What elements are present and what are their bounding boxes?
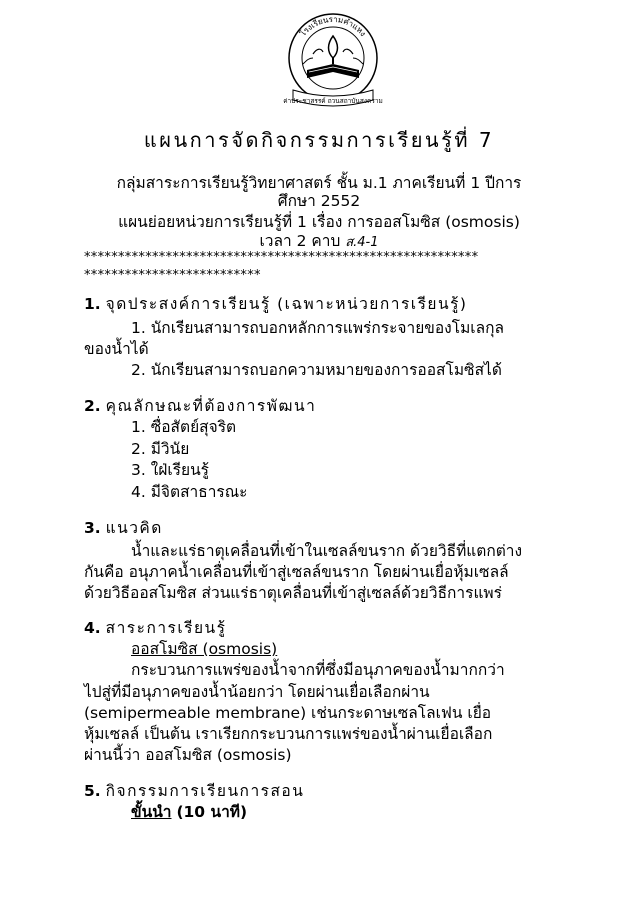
s1-item-2: 2. นักเรียนสามารถบอกความหมายของการออสโมซิสได้ [131,361,502,379]
s4-line-4: หุ้มเซลล์ เป็นต้น เราเรียกกระบวนการแพร่ของน้ำผ่านเยื่อเลือก [84,725,493,743]
section-1-heading [84,291,467,316]
separator-stars-1: ********************************************************** [84,250,479,265]
section-3-title: แนวคิด [105,519,163,537]
s2-item-2: 2. มีวินัย [131,440,190,458]
header-year-line: ศึกษา 2552 [277,192,361,210]
s4-line-3: (semipermeable membrane) เช่นกระดาษเซลโลเฟน เยื่อ [84,704,492,722]
section-5-number: 5. [84,782,101,800]
s3-line-1: น้ำและแร่ธาตุเคลื่อนที่เข้าในเซลล์ขนราก ด้วยวิธีที่แตกต่าง [131,542,523,560]
section-4-number: 4. [84,619,101,637]
header-unit-line: แผนย่อยหน่วยการเรียนรู้ที่ 1 เรื่อง การออสโมซิส (osmosis) [118,213,520,231]
s5-sub-label: ขั้นนำ [131,803,172,821]
document-title: แผนการจัดกิจกรรมการเรียนรู้ที่ 7 [143,128,495,152]
header-subject-line: กลุ่มสาระการเรียนรู้วิทยาศาสตร์ ชั้น ม.1 ภาคเรียนที่ 1 ปีการ [116,174,522,192]
seal-arc-text: โรงเรียนรามคำแหง [298,14,368,39]
section-2-number: 2. [84,397,101,415]
s1-item-1b: ของน้ำได้ [84,340,149,358]
s2-item-3: 3. ใฝ่เรียนรู้ [131,461,209,479]
s3-line-2: กันคือ อนุภาคน้ำเคลื่อนที่เข้าสู่เซลล์ขนราก โดยผ่านเยื่อหุ้มเซลล์ [84,563,509,581]
section-3-number: 3. [84,519,101,537]
header-time-code: ส.4-1 [345,235,379,250]
s3-line-3: ด้วยวิธีออสโมซิส ส่วนแร่ธาตุเคลื่อนที่เข้าสู่เซลล์ด้วยวิธีการแพร่ [84,584,502,602]
s1-item-1a: 1. นักเรียนสามารถบอกหลักการแพร่กระจายของโมเลกุล [131,319,504,337]
separator-stars-2: ************************** [84,268,261,283]
school-seal-icon [283,6,383,118]
section-4-title: สาระการเรียนรู้ [105,619,227,637]
section-5-title: กิจกรรมการเรียนการสอน [105,782,305,800]
section-1-title: จุดประสงค์การเรียนรู้ (เฉพาะหน่วยการเรียนรู้) [105,295,468,313]
section-2-title: คุณลักษณะที่ต้องการพัฒนา [105,397,317,415]
section-3-heading [84,515,163,540]
s2-item-4: 4. มีจิตสาธารณะ [131,483,248,501]
section-1-number: 1. [84,295,101,313]
s5-sub-time: (10 นาที) [176,803,248,821]
s4-subtitle: ออสโมซิส (osmosis) [131,640,278,658]
header-time-text: เวลา 2 คาบ [259,232,346,250]
s5-subheading [131,799,247,824]
s2-item-1: 1. ซื่อสัตย์สุจริต [131,418,237,436]
s4-line-1: กระบวนการแพร่ของน้ำจากที่ซึ่งมีอนุภาคของน้ำมากกว่า [131,661,505,679]
s4-line-5: ผ่านนี้ว่า ออสโมซิส (osmosis) [84,746,292,764]
s4-line-2: ไปสู่ที่มีอนุภาคของน้ำน้อยกว่า โดยผ่านเยื่อเลือกผ่าน [84,683,430,701]
seal-banner-text: ค่าประชาสรรค์ ถวนสถาบันสงคราม [283,97,383,105]
